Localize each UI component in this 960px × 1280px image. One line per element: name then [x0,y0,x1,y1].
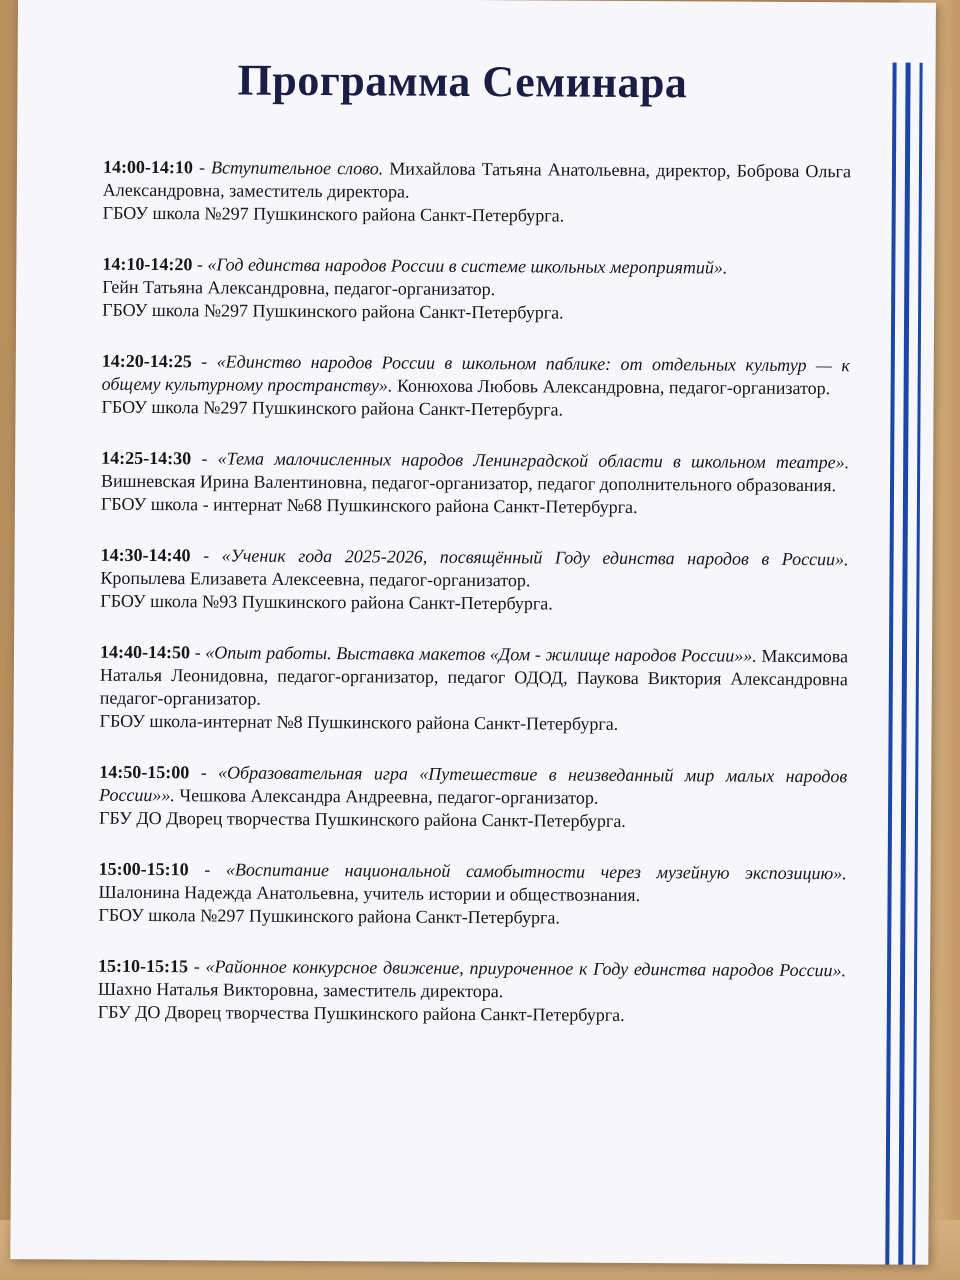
item-topic: «Год единства народов России в системе школьных мероприятий». [207,254,728,278]
item-time: 14:10-14:20 [102,253,193,275]
item-topic: «Районное конкурсное движение, приуроченное к Году единства народов России». [205,956,847,981]
item-organization: ГБОУ школа №93 Пушкинского района Санкт-Петербурга. [100,590,553,614]
item-speakers: Гейн Татьяна Александровна, педагог-организатор. [102,276,496,300]
program-item: 15:00-15:10 - «Воспитание национальной самобытности через музейную экспозицию». Шалонина Надежда Анатольевна, учитель истории и обществознания. ГБОУ школа №297 Пушкинского района Санкт-Петербурга. [98,858,846,932]
blue-stripe [898,63,910,1265]
item-speakers: Кропылева Елизавета Алексеевна, педагог-организатор. [100,567,531,591]
program-item: 14:30-14:40 - «Ученик года 2025-2026, посвящённый Году единства народов в России». Кропылева Елизавета Алексеевна, педагог-организатор. ГБОУ школа №93 Пушкинского района Санкт-Петербурга. [100,544,848,618]
item-speakers: Вишневская Ирина Валентиновна, педагог-организатор, педагог дополнительного образования. [100,470,837,496]
blue-stripe [885,63,896,1265]
item-organization: ГБОУ школа-интернат №8 Пушкинского района Санкт-Петербурга. [99,710,619,734]
item-speakers: Шалонина Надежда Анатольевна, учитель истории и обществознания. [98,881,641,906]
item-organization: ГБОУ школа - интернат №68 Пушкинского района Санкт-Петербурга. [100,493,638,517]
item-time: 14:50-15:00 [99,761,190,783]
item-speakers: Чешкова Александра Андреевна, педагог-организатор. [179,785,599,808]
item-organization: ГБОУ школа №297 Пушкинского района Санкт-Петербурга. [102,202,565,226]
item-time: 15:00-15:10 [98,858,189,880]
program-item: 15:10-15:15 - «Районное конкурсное движение, приуроченное к Году единства народов России». Шахно Наталья Викторовна, заместитель директора. ГБУ ДО Дворец творчества Пушкинского района Санкт-Петербурга. [98,955,846,1029]
item-time: 15:10-15:15 [98,955,189,977]
item-speakers: Михайлова Татьяна Анатольевна, директор, Боброва Ольга Александровна, заместитель директора. [102,158,852,202]
item-speakers: Максимова Наталья Леонидовна, педагог-организатор, педагог ОДОД, Паукова Виктория Александровна педагог-организатор. [99,645,849,709]
item-time: 14:40-14:50 [99,641,191,663]
item-organization: ГБОУ школа №297 Пушкинского района Санкт-Петербурга. [101,396,564,420]
item-organization: ГБОУ школа №297 Пушкинского района Санкт-Петербурга. [98,904,560,928]
item-topic: «Образовательная игра «Путешествие в неизведанный мир малых народов России»». [99,762,848,806]
item-organization: ГБОУ школа №297 Пушкинского района Санкт-Петербурга. [102,299,564,323]
item-time: 14:00-14:10 [102,156,194,178]
item-speakers: Шахно Наталья Викторовна, заместитель директора. [97,978,504,1002]
program-item: 14:10-14:20 - «Год единства народов России в системе школьных мероприятий». Гейн Татьяна Александровна, педагог-организатор. ГБОУ школа №297 Пушкинского района Санкт-Петербурга. [102,253,850,327]
item-topic: «Воспитание национальной самобытности через музейную экспозицию». [225,859,847,884]
item-topic: «Единство народов России в школьном паблике: от отдельных культур — к общему культурному пространству». [101,351,850,396]
blue-stripe [912,63,922,1265]
page-title: Программа Семинара [237,55,688,108]
program-item: 14:40-14:50 - «Опыт работы. Выставка макетов «Дом - жилище народов России»». Максимова Наталья Леонидовна, педагог-организатор, педагог ОДОД, Паукова Виктория Александровна педагог-организатор. ГБОУ школа-интернат №8 Пушкинского района Санкт-Петербурга. [100,641,849,738]
item-topic: «Опыт работы. Выставка макетов «Дом - жилище народов России»». [205,642,757,666]
program-item: 14:00-14:10 - Вступительное слово. Михайлова Татьяна Анатольевна, директор, Боброва Ольга Александровна, заместитель директора. ГБОУ школа №297 Пушкинского района Санкт-Петербурга. [103,156,851,230]
item-speakers: Конюхова Любовь Александровна, педагог-организатор. [396,375,831,399]
item-topic: «Ученик года 2025-2026, посвящённый Году единства народов в России». [221,545,849,570]
program-item: 14:25-14:30 - «Тема малочисленных народов Ленинградской области в школьном театре». Вишневская Ирина Валентиновна, педагог-организатор, педагог дополнительного образования. ГБОУ школа - интернат №68 Пушкинского района Санкт-Петербурга. [101,447,849,521]
item-time: 14:30-14:40 [100,544,191,566]
item-topic: «Тема малочисленных народов Ленинградской области в школьном театре». [217,448,850,473]
program-list [98,156,851,1057]
item-time: 14:20-14:25 [101,350,192,372]
item-organization: ГБУ ДО Дворец творчества Пушкинского района Санкт-Петербурга. [97,1001,625,1025]
program-item: 14:50-15:00 - «Образовательная игра «Путешествие в неизведанный мир малых народов России»». Чешкова Александра Андреевна, педагог-организатор. ГБУ ДО Дворец творчества Пушкинского района Санкт-Петербурга. [99,761,847,835]
item-topic: Вступительное слово. [211,157,384,179]
item-organization: ГБУ ДО Дворец творчества Пушкинского района Санкт-Петербурга. [98,807,626,831]
program-sheet [10,0,936,1265]
program-item: 14:20-14:25 - «Единство народов России в школьном паблике: от отдельных культур — к общему культурному пространству». Конюхова Любовь Александровна, педагог-организатор. ГБОУ школа №297 Пушкинского района Санкт-Петербурга. [101,350,849,424]
item-time: 14:25-14:30 [101,447,192,469]
